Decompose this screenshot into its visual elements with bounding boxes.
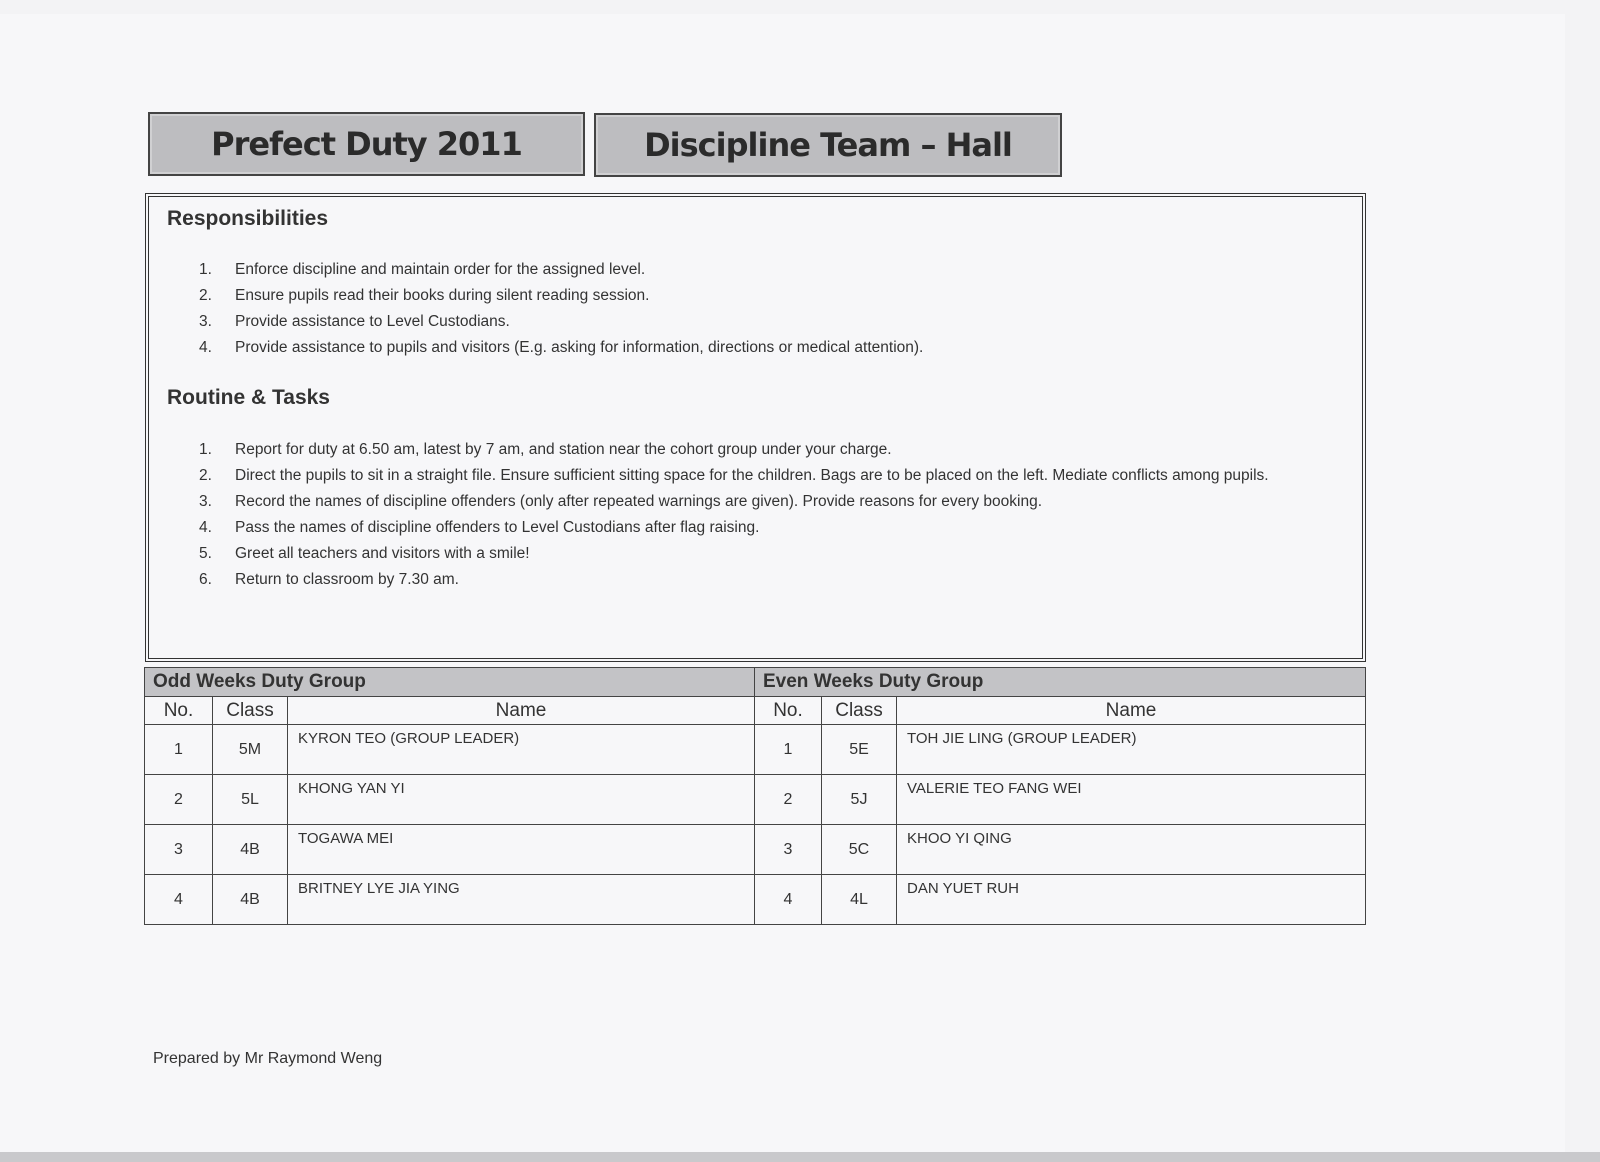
item-number: 3. xyxy=(199,313,212,330)
column-header-name: Name xyxy=(288,697,755,725)
table-row xyxy=(145,875,1366,925)
instructions-box xyxy=(145,193,1366,662)
prepared-by: Prepared by Mr Raymond Weng xyxy=(153,1050,383,1067)
title-prefect-duty: Prefect Duty 2011 xyxy=(148,112,585,176)
list-item xyxy=(199,541,1345,567)
item-text: Record the names of discipline offenders (only after repeated warnings are given). Provide reasons for every booking. xyxy=(235,493,1043,510)
odd-name: BRITNEY LYE JIA YING xyxy=(288,875,755,925)
item-number: 5. xyxy=(199,545,212,562)
item-number: 1. xyxy=(199,261,212,278)
responsibilities-heading: Responsibilities xyxy=(167,207,329,230)
even-weeks-title: Even Weeks Duty Group xyxy=(755,668,1366,697)
odd-no: 1 xyxy=(145,725,213,775)
routine-heading: Routine & Tasks xyxy=(167,386,330,409)
item-text: Greet all teachers and visitors with a smile! xyxy=(235,545,530,562)
item-text: Pass the names of discipline offenders to Level Custodians after flag raising. xyxy=(235,519,760,536)
list-item xyxy=(199,283,1345,309)
odd-no: 2 xyxy=(145,775,213,825)
column-header-class: Class xyxy=(822,697,897,725)
item-number: 6. xyxy=(199,571,212,588)
item-text: Ensure pupils read their books during silent reading session. xyxy=(235,287,650,304)
item-text: Direct the pupils to sit in a straight file. Ensure sufficient sitting space for the children. Bags are to be placed on the left. Mediate conflicts among pupils. xyxy=(235,467,1269,484)
even-no: 1 xyxy=(755,725,822,775)
routine-list xyxy=(199,437,1345,593)
list-item xyxy=(199,257,1345,283)
list-item xyxy=(199,335,1345,361)
table-row xyxy=(145,825,1366,875)
odd-weeks-title: Odd Weeks Duty Group xyxy=(145,668,755,697)
even-name: DAN YUET RUH xyxy=(897,875,1366,925)
even-name: VALERIE TEO FANG WEI xyxy=(897,775,1366,825)
even-name: KHOO YI QING xyxy=(897,825,1366,875)
odd-class: 5L xyxy=(213,775,288,825)
item-number: 2. xyxy=(199,287,212,304)
scan-edge xyxy=(0,1152,1600,1162)
odd-class: 5M xyxy=(213,725,288,775)
table-row xyxy=(145,725,1366,775)
item-number: 3. xyxy=(199,493,212,510)
odd-class: 4B xyxy=(213,875,288,925)
list-item xyxy=(199,515,1345,541)
responsibilities-list xyxy=(199,257,1345,361)
column-header-class: Class xyxy=(213,697,288,725)
item-number: 4. xyxy=(199,519,212,536)
odd-name: KHONG YAN YI xyxy=(288,775,755,825)
odd-class: 4B xyxy=(213,825,288,875)
table-row xyxy=(145,775,1366,825)
odd-name: KYRON TEO (GROUP LEADER) xyxy=(288,725,755,775)
column-header-no: No. xyxy=(755,697,822,725)
duty-group-table xyxy=(144,667,1366,925)
item-number: 2. xyxy=(199,467,212,484)
even-class: 5C xyxy=(822,825,897,875)
list-item xyxy=(199,309,1345,335)
even-name: TOH JIE LING (GROUP LEADER) xyxy=(897,725,1366,775)
list-item xyxy=(199,567,1345,593)
odd-no: 4 xyxy=(145,875,213,925)
title-discipline-team: Discipline Team – Hall xyxy=(594,113,1062,177)
even-class: 5J xyxy=(822,775,897,825)
list-item xyxy=(199,437,1345,463)
item-text: Return to classroom by 7.30 am. xyxy=(235,571,459,588)
even-class: 5E xyxy=(822,725,897,775)
list-item xyxy=(199,463,1345,489)
even-no: 2 xyxy=(755,775,822,825)
odd-name: TOGAWA MEI xyxy=(288,825,755,875)
item-text: Provide assistance to Level Custodians. xyxy=(235,313,510,330)
item-text: Enforce discipline and maintain order for the assigned level. xyxy=(235,261,646,278)
column-header-no: No. xyxy=(145,697,213,725)
even-class: 4L xyxy=(822,875,897,925)
even-no: 3 xyxy=(755,825,822,875)
even-no: 4 xyxy=(755,875,822,925)
item-number: 4. xyxy=(199,339,212,356)
list-item xyxy=(199,489,1345,515)
item-number: 1. xyxy=(199,441,212,458)
column-header-name: Name xyxy=(897,697,1366,725)
odd-no: 3 xyxy=(145,825,213,875)
item-text: Provide assistance to pupils and visitors (E.g. asking for information, directions or medical attention). xyxy=(235,339,924,356)
item-text: Report for duty at 6.50 am, latest by 7 am, and station near the cohort group under your charge. xyxy=(235,441,892,458)
